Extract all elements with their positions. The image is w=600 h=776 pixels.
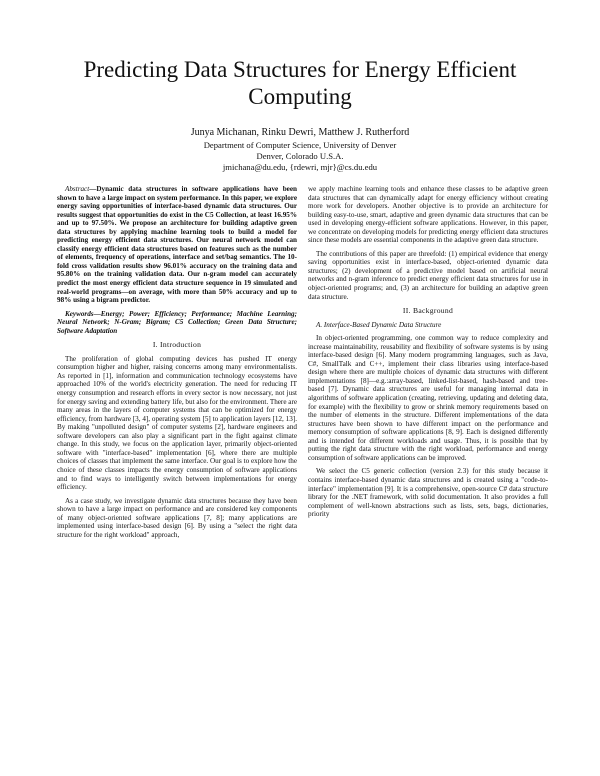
abstract-text: —Dynamic data structures in software applications have been shown to have a large impact on system performance. In this paper, we explore energy saving opportunities of interface-based dynamic data structures. Our results suggest that opportunities do exist in the C5 Collection, at least 16.95% and up to 97.50%. We propose an architecture for building adaptive green data structures by applying machine learning tools to build a model for predicting energy efficient data structures. Our neural network model can classify energy efficient data structures based on features such as the number of elements, frequency of operations, interface and set/bag semantics. The 10-fold cross validation results show 96.01% accuracy on the training data and 95.80% on the training validation data. Our n-gram model can accurately predict the most energy efficient data structure sequence in 19 simulated and real-world programs—on average, with more than 50% accuracy and up to 98% using a bigram predictor. (57, 185, 297, 305)
intro-paragraph-1: The proliferation of global computing devices has pushed IT energy consumption higher and higher, raising concerns among many environmentalists. As reported in [1], information and communication technology ecosystems have approached 10% of the world's electricity generation. The need for reducing IT energy consumption and research efforts in every sector is now necessary, not just for energy saving and extending battery life, but also for the environment. There are many areas in the layers of computer systems that can be optimized for energy efficiency, from hardware [3, 4], operating system [5] to application layers [12, 13]. By making "unpolluted design" of computer systems [2], hardware engineers and software developers can also play a significant part in the fight against climate change. In this study, we focus on the application layer, primarily object-oriented software with "interface-based" implementation [6], where there are multiple choices of classes that implement the same interface. Our goal is to explore how the choice of these classes impacts the energy consumption of software applications and to find ways to intelligently switch between implementations for energy efficiency. (57, 354, 297, 492)
contributions-paragraph: The contributions of this paper are threefold: (1) empirical evidence that energy saving opportunities exist in interface-based, object-oriented dynamic data structures; (2) development of a predictive model based on artificial neural networks and n-gram inference to predict energy efficient data structures for use in object-oriented programs; and, (3) an architecture for building an adaptive green data structure. (308, 249, 548, 301)
right-column (308, 185, 548, 524)
keywords-lead: Keywords (65, 309, 94, 318)
left-column (57, 185, 297, 544)
background-paragraph-1: In object-oriented programming, one common way to reduce complexity and increase maintainability, reusability and flexibility of software systems is by using interface-based design [6]. Many modern programming languages, such as Java, C#, SmallTalk and C++, implement their class libraries using interface-based design where there are multiple choices of dynamic data structures with different implementations [8]—e.g.:array-based, linked-list-based, hash-based and tree-based [7]. Dynamic data structures are useful for managing internal data in algorithms of software application (creating, retrieving, updating and deleting data, for example) with the flexibility to grow or shrink memory requirements based on the number of elements in the structure. Different implementations of the data structures have been shown to have different impact on the performance and memory consumption of software applications [8, 9]. Each is designed differently and is intended for different workloads and usage. Thus, it is possible that by putting the right data structure with the right workload, performance and energy consumption of software applications can be improved. (308, 334, 548, 462)
author-list: Junya Michanan, Rinku Dewri, Matthew J. Rutherford (190, 127, 410, 138)
keywords-text: —Energy; Power; Efficiency; Performance; Machine Learning; Neural Network; N-Gram; Bigram; C5 Collection; Green Data Structure; Software Adaptation (57, 309, 297, 335)
intro-paragraph-3: we apply machine learning tools and enhance these classes to be adaptive green data structures that can dynamically adapt for energy efficiency without creating more work for developers. Another objective is to provide an architecture for building easy-to-use, smart, adaptive and green dynamic data structures that can be used in developing energy-efficient software applications. However, in this paper, we concentrate on developing models for predicting energy efficient data structures since these models are essential components in the adaptive green data structure. (308, 185, 548, 245)
affiliation-department: Department of Computer Science, University of Denver (203, 140, 397, 150)
subsection-heading-a: A. Interface-Based Dynamic Data Structure (316, 320, 442, 329)
intro-paragraph-2: As a case study, we investigate dynamic data structures because they have been shown to have a large impact on performance and are considered key components of many object-oriented software applications [7, 8]; many applications are implemented using interface-based design [6]. By using a "select the right data structure for the right workload" approach, (57, 496, 297, 539)
affiliation-location: Denver, Colorado U.S.A. (256, 151, 344, 161)
section-heading-introduction: I. Introduction (152, 340, 202, 350)
abstract-lead: Abstract (65, 185, 90, 193)
affiliation-block (40, 140, 560, 173)
paper-title: Predicting Data Structures for Energy Efficient Computing (83, 57, 517, 109)
abstract-paragraph (57, 185, 297, 305)
section-heading-background: II. Background (402, 306, 454, 316)
affiliation-emails: jmichana@du.edu, {rdewri, mjr}@cs.du.edu (222, 162, 378, 172)
keywords-paragraph (57, 310, 297, 336)
background-paragraph-2: We select the C5 generic collection (version 2.3) for this study because it contains interface-based dynamic data structures and is created using a "code-to-interface" implementation [9]. It is a comprehensive, open-source C# data structure library for the .NET framework, with solid documentation. It also provides a full complement of well-known abstractions such as lists, sets, bags, dictionaries, priority (308, 467, 548, 519)
